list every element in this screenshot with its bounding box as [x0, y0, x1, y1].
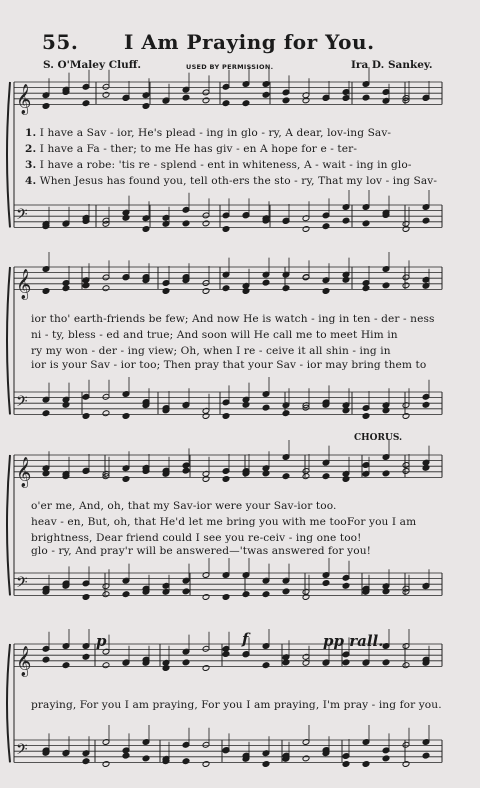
system-3-treble-note [202, 476, 210, 483]
verse-4-line-2: ior is your Sav - ior too; Then pray that your Sav - ior may bring them to [31, 359, 427, 371]
system-4-treble-clef: 𝄞 [16, 646, 32, 677]
dynamic-piano: p [96, 632, 107, 650]
system-1-treble-note [362, 94, 370, 101]
system-4-bass-note [102, 761, 110, 768]
system-2-treble-note [242, 288, 250, 295]
system-2-treble-note [282, 285, 290, 292]
system-4-bass-note [222, 747, 230, 754]
lyricist-credit: S. O'Maley Cluff. [43, 59, 141, 71]
chorus-line: praying, For you I am praying, For you I am praying, I'm pray - ing for you. [31, 699, 442, 711]
system-2-treble-note [122, 274, 130, 281]
system-1-treble-clef: 𝄞 [16, 84, 32, 115]
system-1-treble-note [142, 103, 150, 110]
chorus-lyric-start: For you I am [347, 516, 417, 528]
dynamic-forte: f [242, 630, 249, 648]
system-4-bass-note [342, 761, 350, 768]
verse-1-line-3: o'er me, And, oh, that my Sav-ior were your Sav-ior too. [31, 500, 337, 512]
verse-1-line-1: 1. I have a Sav - ior, He's plead - ing in glo - ry, A dear, lov-ing Sav- [25, 127, 392, 139]
system-2-bass-note [282, 410, 290, 417]
system-2-bass-note [342, 407, 350, 414]
verse-2-line-2: ni - ty, bless - ed and true; And soon will He call me to meet Him in [31, 329, 398, 341]
system-1-treble-note [102, 91, 110, 98]
system-1-treble-note [202, 97, 210, 104]
system-3-bass-note [122, 591, 130, 598]
system-1-treble-note [262, 91, 270, 98]
system-1-bass-note [222, 226, 230, 233]
system-3-treble-note [422, 464, 430, 471]
system-1-brace [7, 82, 10, 227]
system-4-treble-note [362, 659, 370, 666]
system-1-bass-note [402, 226, 410, 233]
dynamic-pianissimo-rall: pp rall. [323, 632, 384, 650]
system-1-treble-note [302, 97, 310, 104]
system-3-bass-note [242, 591, 250, 598]
system-3-treble-note [42, 470, 50, 477]
system-2-treble-note [42, 288, 50, 295]
system-1-treble-note [222, 100, 230, 107]
system-4-treble-note [262, 662, 270, 669]
system-3-treble-note [302, 473, 310, 480]
system-1-bass-note [302, 226, 310, 233]
system-1-bass-note [122, 214, 130, 221]
system-4-bass-clef: 𝄢 [16, 740, 28, 762]
system-2-bass-note [242, 401, 250, 408]
system-3-treble-note [282, 473, 290, 480]
system-2-treble-note [362, 285, 370, 292]
verse-2-line-1: 2. I have a Fa - ther; to me He has giv - en A hope for e - ter- [25, 143, 357, 155]
system-3-bass-note [82, 594, 90, 601]
system-1-bass-note [342, 217, 350, 224]
verse-3-line-3: brightness, Dear friend could I see you re-ceiv - ing one too! [31, 532, 362, 544]
permission-note: USED BY PERMISSION. [186, 63, 274, 71]
system-2-bass-note [82, 413, 90, 420]
system-3-bass-note [262, 591, 270, 598]
system-2-bass-note [422, 401, 430, 408]
system-2-bass-note [122, 413, 130, 420]
system-3-bass-note [222, 594, 230, 601]
system-3-bass-note [382, 588, 390, 595]
system-4-treble-note [322, 659, 330, 666]
system-2-treble-note [62, 285, 70, 292]
system-3-bass-note [322, 580, 330, 587]
system-4-bass-note [362, 761, 370, 768]
system-4-bass-note [382, 755, 390, 762]
system-4-treble-note [82, 653, 90, 660]
system-4-bass-note [302, 755, 310, 762]
system-2-bass-note [202, 413, 210, 420]
system-1-bass-note [62, 220, 70, 227]
verse-3-line-1: 3. I have a robe: 'tis re - splend - ent in whiteness, A - wait - ing in glo- [25, 159, 412, 171]
system-3-treble-note [122, 476, 130, 483]
system-4-treble-note [162, 665, 170, 672]
system-4-treble-note [62, 662, 70, 669]
system-3-treble-note [222, 476, 230, 483]
system-4-bass-note [122, 752, 130, 759]
system-2-bass-note [182, 401, 190, 408]
system-4-treble-note [282, 659, 290, 666]
system-1-bass-note [282, 217, 290, 224]
hymn-title: I Am Praying for You. [124, 30, 375, 54]
system-1-treble-note [122, 94, 130, 101]
system-1-bass-note [142, 226, 150, 233]
system-3-treble-note [262, 470, 270, 477]
system-2-treble-note [402, 282, 410, 289]
system-3-brace [7, 455, 10, 595]
system-2-treble-note [382, 282, 390, 289]
system-4-bass-note [262, 761, 270, 768]
system-3-treble-note [342, 476, 350, 483]
system-2-bass-note [402, 413, 410, 420]
system-4-treble-note [202, 665, 210, 672]
system-2-treble-note [322, 288, 330, 295]
system-1-bass-clef: 𝄢 [16, 205, 28, 227]
system-2-treble-note [202, 288, 210, 295]
system-4-bass-note [402, 761, 410, 768]
system-4-treble-note [102, 662, 110, 669]
verse-1-line-2: ior tho' earth-friends be few; And now He is watch - ing in ten - der - ness [31, 313, 435, 325]
system-3-treble-note [82, 467, 90, 474]
system-4-treble-note [122, 659, 130, 666]
system-1-treble-note [282, 97, 290, 104]
system-3-bass-note [342, 582, 350, 589]
system-4-treble-note [182, 659, 190, 666]
system-3-treble-clef: 𝄞 [16, 457, 32, 488]
system-2-bass-note [62, 401, 70, 408]
system-1-bass-note [322, 223, 330, 230]
system-4-treble-note [382, 659, 390, 666]
system-2-treble-note [82, 282, 90, 289]
system-1-bass-note [242, 212, 250, 219]
verse-3-line-2: ry my won - der - ing view; Oh, when I re - ceive it all shin - ing in [31, 345, 391, 357]
system-4-bass-note [202, 761, 210, 768]
system-2-treble-note [302, 274, 310, 281]
system-3-treble-note [322, 473, 330, 480]
system-1-bass-note [202, 220, 210, 227]
composer-credit: Ira D. Sankey. [351, 59, 433, 71]
system-3-treble-note [382, 470, 390, 477]
system-1-treble-note [42, 103, 50, 110]
system-3-bass-note [282, 588, 290, 595]
system-4-bass-note [62, 749, 70, 756]
system-3-bass-note [422, 582, 430, 589]
system-1-treble-note [82, 100, 90, 107]
system-2-bass-note [262, 404, 270, 411]
system-2-treble-note [162, 288, 170, 295]
system-4-bass-note [182, 758, 190, 765]
system-4-treble-note [342, 659, 350, 666]
system-1-treble-note [422, 94, 430, 101]
system-1-treble-note [322, 94, 330, 101]
system-2-treble-note [262, 279, 270, 286]
system-1-treble-note [242, 100, 250, 107]
system-2-treble-clef: 𝄞 [16, 269, 32, 300]
verse-4-line-1: 4. When Jesus has found you, tell oth-ers the sto - ry, That my lov - ing Sav- [25, 175, 438, 187]
system-3-bass-note [182, 588, 190, 595]
system-3-bass-note [302, 594, 310, 601]
verse-4-line-3: glo - ry, And pray'r will be answered—'twas answered for you! [31, 545, 372, 557]
system-3-bass-note [202, 594, 210, 601]
system-2-bass-clef: 𝄢 [16, 392, 28, 414]
system-1-bass-note [422, 217, 430, 224]
system-1-bass-note [182, 220, 190, 227]
system-4-bass-note [82, 758, 90, 765]
system-4-treble-note [402, 662, 410, 669]
system-2-treble-note [222, 285, 230, 292]
system-2-bass-note [382, 407, 390, 414]
system-2-treble-note [102, 285, 110, 292]
system-4-treble-note [222, 651, 230, 658]
system-3-bass-clef: 𝄢 [16, 573, 28, 595]
verse-2-line-3: heav - en, But, oh, that He'd let me bring you with me too! [31, 516, 352, 528]
system-2-bass-note [102, 410, 110, 417]
system-2-brace [7, 267, 10, 414]
system-4-treble-note [42, 656, 50, 663]
system-4-bass-note [422, 752, 430, 759]
system-1-bass-note [362, 220, 370, 227]
system-4-brace [7, 644, 10, 762]
system-1-treble-note [162, 97, 170, 104]
system-4-bass-note [142, 755, 150, 762]
system-4-treble-note [242, 651, 250, 658]
system-2-bass-note [222, 413, 230, 420]
system-2-bass-note [362, 413, 370, 420]
system-3-bass-note [102, 591, 110, 598]
system-3-treble-note [182, 467, 190, 474]
system-2-bass-note [42, 410, 50, 417]
system-1-treble-note [182, 94, 190, 101]
hymn-number: 55. [42, 30, 79, 54]
system-2-treble-note [342, 276, 350, 283]
chorus-label: CHORUS. [354, 433, 403, 443]
